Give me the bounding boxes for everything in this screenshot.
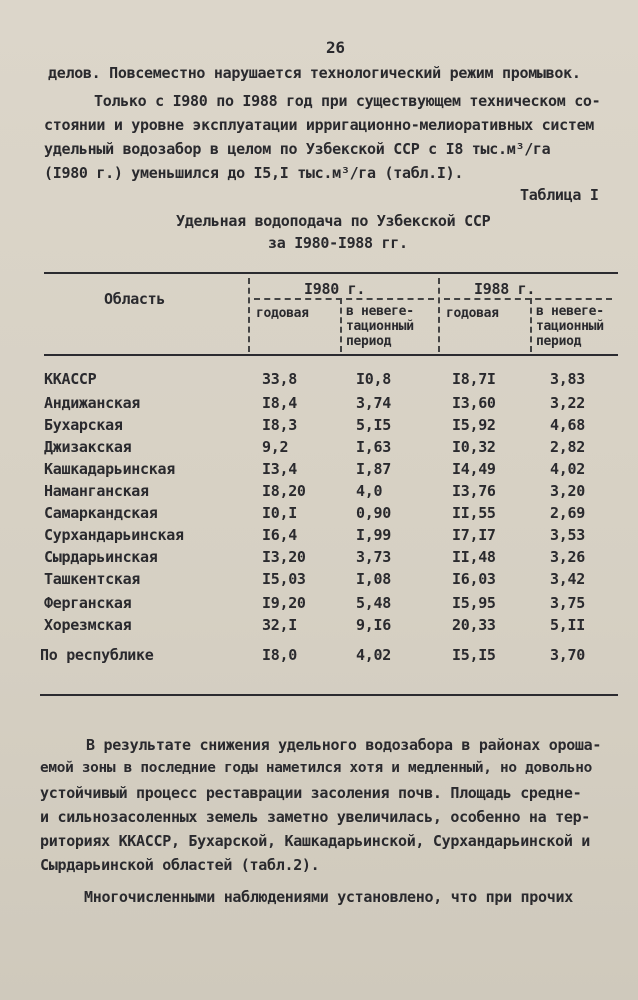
nonveg-1980-cell: 9,I6 [356,616,391,634]
annual-1980-cell: I8,0 [262,646,297,664]
table-header-rule [44,354,618,356]
table-row [0,482,638,504]
annual-1988-cell: I5,92 [452,416,496,434]
nonveg-1980-cell: 3,74 [356,394,391,412]
header-divider-3 [438,278,440,352]
table-row [0,438,638,460]
nonveg-1988-cell: 3,70 [550,646,585,664]
table-total-row [0,646,638,668]
annual-1988-cell: 20,33 [452,616,496,634]
nonveg-1988-cell: 5,II [550,616,585,634]
annual-1988-cell: II,55 [452,504,496,522]
nonveg-1988-cell: 2,82 [550,438,585,456]
para2-line-2: емой зоны в последние годы наметился хотя и медленный, но довольно [40,760,593,776]
para3-line-1: Многочисленными наблюдениями установлено, что при прочих [84,888,573,906]
table-row [0,460,638,482]
annual-1980-cell: 9,2 [262,438,289,456]
annual-1988-cell: I6,03 [452,570,496,588]
nonveg-1988-cell: 3,83 [550,370,585,388]
table-row [0,504,638,526]
intro-line-4: удельный водозабор в целом по Узбекской ССР с I8 тыс.м³/га [44,140,551,158]
header-divider-2 [340,298,342,352]
column-header-nonveg-1988-line-3: период [536,334,582,349]
annual-1980-cell: I3,4 [262,460,297,478]
region-cell: Кашкадарьинская [44,460,175,478]
intro-line-5: (I980 г.) уменьшился до I5,I тыс.м³/га (табл.I). [44,164,464,182]
region-cell: Джизакская [44,438,132,456]
annual-1980-cell: I0,I [262,504,297,522]
nonveg-1980-cell: I0,8 [356,370,391,388]
table-row [0,570,638,592]
column-header-nonveg-1988-line-1: в невеге- [536,304,604,319]
annual-1988-cell: II,48 [452,548,496,566]
nonveg-1980-cell: I,63 [356,438,391,456]
para2-line-1: В результате снижения удельного водозабора в районах ороша- [86,736,602,754]
para2-line-3: устойчивый процесс реставрации засоления почв. Площадь средне- [40,784,582,802]
header-divider-4 [530,298,532,352]
column-header-nonveg-1980-line-2: тационный [346,319,414,334]
annual-1988-cell: I3,60 [452,394,496,412]
intro-line-3: стоянии и уровне эксплуатации ирригационно-мелиоративных систем [44,116,595,134]
annual-1988-cell: I5,I5 [452,646,496,664]
column-header-year-1988: I988 г. [474,280,536,298]
para2-line-5: риториях ККАССР, Бухарской, Кашкадарьинской, Сурхандарьинской и [40,832,591,850]
para2-line-6: Сырдарьинской областей (табл.2). [40,856,320,874]
annual-1980-cell: I8,4 [262,394,297,412]
para2-line-4: и сильнозасоленных земель заметно увеличилась, особенно на тер- [40,808,591,826]
table-row [0,416,638,438]
region-cell: Наманганская [44,482,149,500]
nonveg-1980-cell: 0,90 [356,504,391,522]
table-title-line-1: Удельная водоподача по Узбекской ССР [176,212,491,230]
nonveg-1988-cell: 4,02 [550,460,585,478]
table-row [0,594,638,616]
annual-1980-cell: I5,03 [262,570,306,588]
table-bottom-rule [40,694,618,696]
region-cell: Ферганская [44,594,132,612]
nonveg-1980-cell: I,87 [356,460,391,478]
column-header-nonveg-1988-line-2: тационный [536,319,604,334]
nonveg-1980-cell: I,99 [356,526,391,544]
header-divider-1 [248,278,250,352]
annual-1988-cell: I8,7I [452,370,496,388]
table-title-line-2: за I980-I988 гг. [268,234,408,252]
column-header-annual-1980: годовая [256,306,309,321]
region-cell: Бухарская [44,416,123,434]
table-row [0,548,638,570]
column-header-region: Область [104,290,166,308]
annual-1980-cell: I6,4 [262,526,297,544]
header-year-underline-1980 [254,298,434,300]
page-number: 26 [326,38,345,57]
nonveg-1980-cell: 5,I5 [356,416,391,434]
table-top-rule [44,272,618,274]
nonveg-1988-cell: 3,42 [550,570,585,588]
nonveg-1988-cell: 3,20 [550,482,585,500]
nonveg-1988-cell: 3,22 [550,394,585,412]
intro-line-1: делов. Повсеместно нарушается технологический режим промывок. [48,64,581,82]
annual-1980-cell: I9,20 [262,594,306,612]
region-cell: ККАССР [44,370,97,388]
column-header-annual-1988: годовая [446,306,499,321]
header-year-underline-1988 [444,298,612,300]
annual-1988-cell: I7,I7 [452,526,496,544]
table-row [0,394,638,416]
column-header-nonveg-1980-line-1: в невеге- [346,304,414,319]
table-row [0,370,638,392]
nonveg-1980-cell: I,08 [356,570,391,588]
annual-1988-cell: I3,76 [452,482,496,500]
intro-line-2: Только с I980 по I988 год при существующем техническом со- [94,92,601,110]
nonveg-1988-cell: 3,75 [550,594,585,612]
annual-1988-cell: I0,32 [452,438,496,456]
annual-1980-cell: I8,20 [262,482,306,500]
nonveg-1988-cell: 2,69 [550,504,585,522]
annual-1980-cell: 32,I [262,616,297,634]
nonveg-1980-cell: 4,02 [356,646,391,664]
nonveg-1980-cell: 4,0 [356,482,383,500]
nonveg-1988-cell: 3,53 [550,526,585,544]
nonveg-1988-cell: 3,26 [550,548,585,566]
annual-1988-cell: I4,49 [452,460,496,478]
region-cell: По республике [40,646,154,664]
region-cell: Андижанская [44,394,141,412]
annual-1980-cell: I8,3 [262,416,297,434]
region-cell: Ташкентская [44,570,141,588]
column-header-year-1980: I980 г. [304,280,366,298]
region-cell: Хорезмская [44,616,132,634]
nonveg-1988-cell: 4,68 [550,416,585,434]
table-row [0,616,638,638]
nonveg-1980-cell: 3,73 [356,548,391,566]
table-label: Таблица I [520,186,599,204]
column-header-nonveg-1980-line-3: период [346,334,392,349]
nonveg-1980-cell: 5,48 [356,594,391,612]
annual-1980-cell: I3,20 [262,548,306,566]
region-cell: Сырдарьинская [44,548,158,566]
table-row [0,526,638,548]
region-cell: Самаркандская [44,504,158,522]
region-cell: Сурхандарьинская [44,526,184,544]
annual-1988-cell: I5,95 [452,594,496,612]
annual-1980-cell: 33,8 [262,370,297,388]
